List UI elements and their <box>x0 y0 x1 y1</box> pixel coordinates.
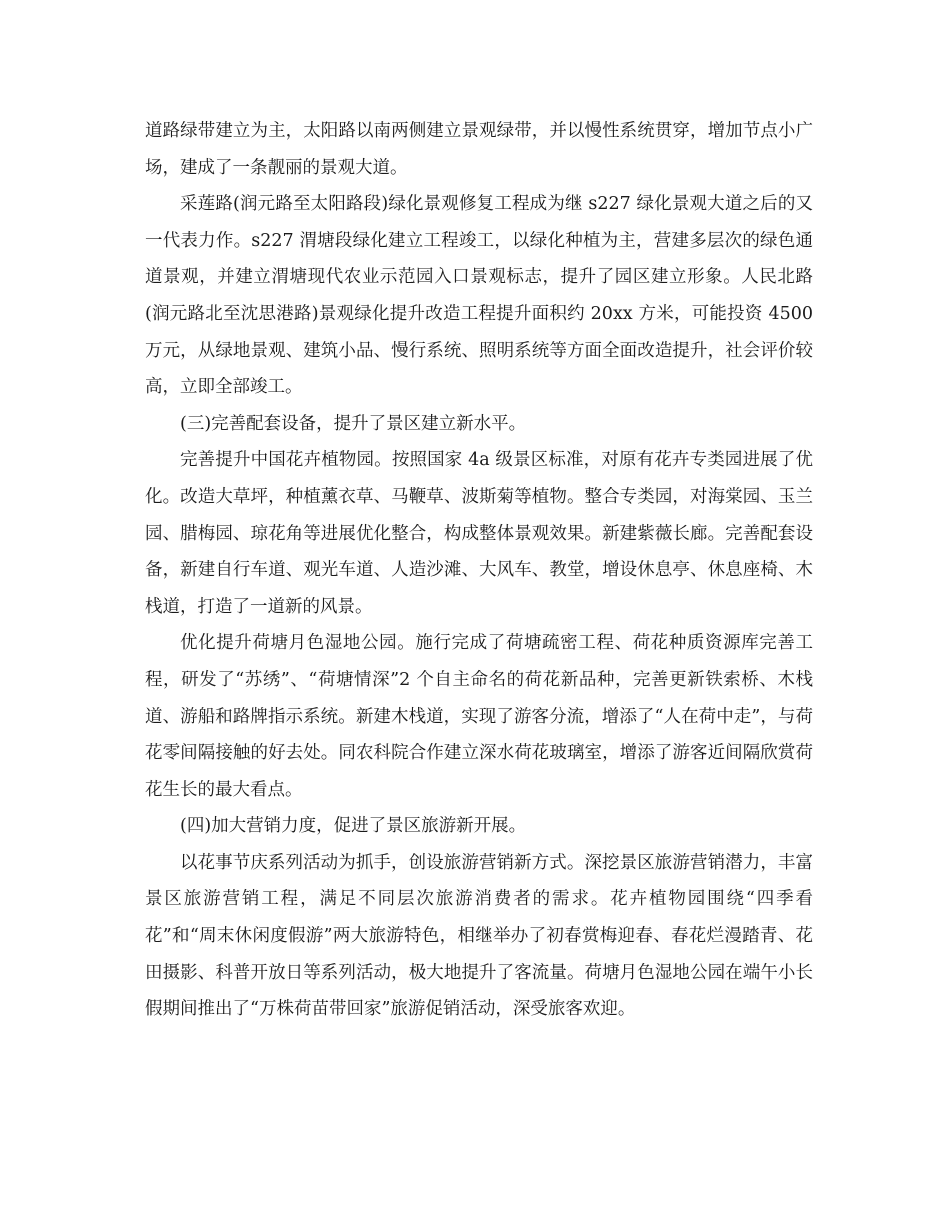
document-page <box>145 113 813 1028</box>
paragraph-marketing: 以花事节庆系列活动为抓手，创设旅游营销新方式。深挖景区旅游营销潜力，丰富景区旅游营销工程，满足不同层次旅游消费者的需求。花卉植物园围绕“四季看花”和“周末休闲度假游”两大旅游特色，相继举办了初春赏梅迎春、春花烂漫踏青、花田摄影、科普开放日等系列活动，极大地提升了客流量。荷塘月色湿地公园在端午小长假期间推出了“万株荷苗带回家”旅游促销活动，深受旅客欢迎。 <box>145 852 813 1020</box>
paragraph-intro-continuation: 道路绿带建立为主，太阳路以南两侧建立景观绿带，并以慢性系统贯穿，增加节点小广场，建成了一条靓丽的景观大道。 <box>145 121 813 178</box>
paragraph-flower-park: 完善提升中国花卉植物园。按照国家 4a 级景区标准，对原有花卉专类园进展了优化。改造大草坪，种植薰衣草、马鞭草、波斯菊等植物。整合专类园，对海棠园、玉兰园、腊梅园、琼花角等进展优化整合，构成整体景观效果。新建紫薇长廊。完善配套设备，新建自行车道、观光车道、人造沙滩、大风车、教堂，增设休息亭、休息座椅、木栈道，打造了一道新的风景。 <box>145 450 813 617</box>
section-heading-4: (四)加大营销力度，促进了景区旅游新开展。 <box>180 816 527 837</box>
paragraph-cailian-road: 采莲路(润元路至太阳路段)绿化景观修复工程成为继 s227 绿化景观大道之后的又一代表力作。s227 渭塘段绿化建立工程竣工，以绿化种植为主，营建多层次的绿色通道景观，并建立渭塘现代农业示范园入口景观标志，提升了园区建立形象。人民北路(润元路北至沈思港路)景观绿化提升改造工程提升面积约 20xx 方米，可能投资 4500 万元，从绿地景观、建筑小品、慢行系统、照明系统等方面全面改造提升，社会评价较高，立即全部竣工。 <box>145 194 813 398</box>
paragraph-wetland-park: 优化提升荷塘月色湿地公园。施行完成了荷塘疏密工程、荷花种质资源库完善工程，研发了“苏绣”、“荷塘情深”2 个自主命名的荷花新品种，完善更新铁索桥、木栈道、游船和路牌指示系统。新建木栈道，实现了游客分流，增添了“人在荷中走”，与荷花零间隔接触的好去处。同农科院合作建立深水荷花玻璃室，增添了游客近间隔欣赏荷花生长的最大看点。 <box>145 633 813 800</box>
section-heading-3: (三)完善配套设备，提升了景区建立新水平。 <box>180 413 527 434</box>
